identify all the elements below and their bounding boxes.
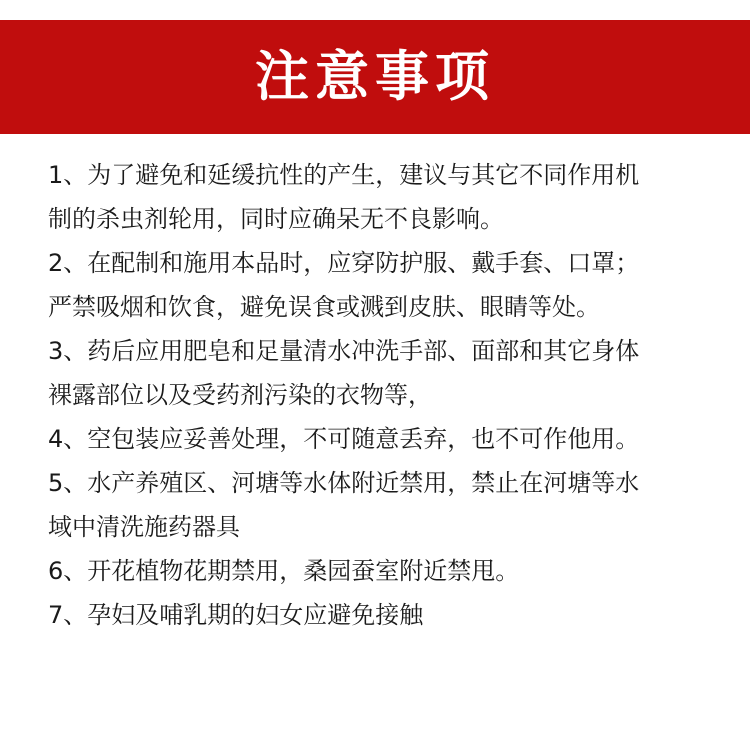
notice-line-3: 2、在配制和施用本品时，应穿防护服、戴手套、口罩；	[48, 249, 640, 277]
notice-line-2: 制的杀虫剂轮用，同时应确呆无不良影响。	[48, 205, 504, 233]
notice-line-4: 严禁吸烟和饮食，避免误食或溅到皮肤、眼睛等处。	[48, 293, 600, 321]
notice-line-8: 5、水产养殖区、河塘等水体附近禁用，禁止在河塘等水	[48, 469, 640, 497]
notice-line-9: 域中清洗施药器具	[48, 513, 240, 541]
notice-line-1: 1、为了避免和延缓抗性的产生，建议与其它不同作用机	[48, 161, 640, 189]
notice-line-10: 6、开花植物花期禁用，桑园蚕室附近禁甩。	[48, 557, 520, 585]
title-banner	[0, 20, 750, 134]
notice-line-5: 3、药后应用肥皂和足量清水冲洗手部、面部和其它身体	[48, 337, 640, 365]
notice-line-11: 7、孕妇及哺乳期的妇女应避免接触	[48, 601, 424, 629]
page-title: 注意事项	[255, 45, 495, 108]
notice-line-7: 4、空包装应妥善处理，不可随意丢弃，也不可作他用。	[48, 425, 640, 453]
notice-line-6: 裸露部位以及受药剂污染的衣物等，	[48, 381, 432, 409]
notice-list	[48, 160, 718, 644]
